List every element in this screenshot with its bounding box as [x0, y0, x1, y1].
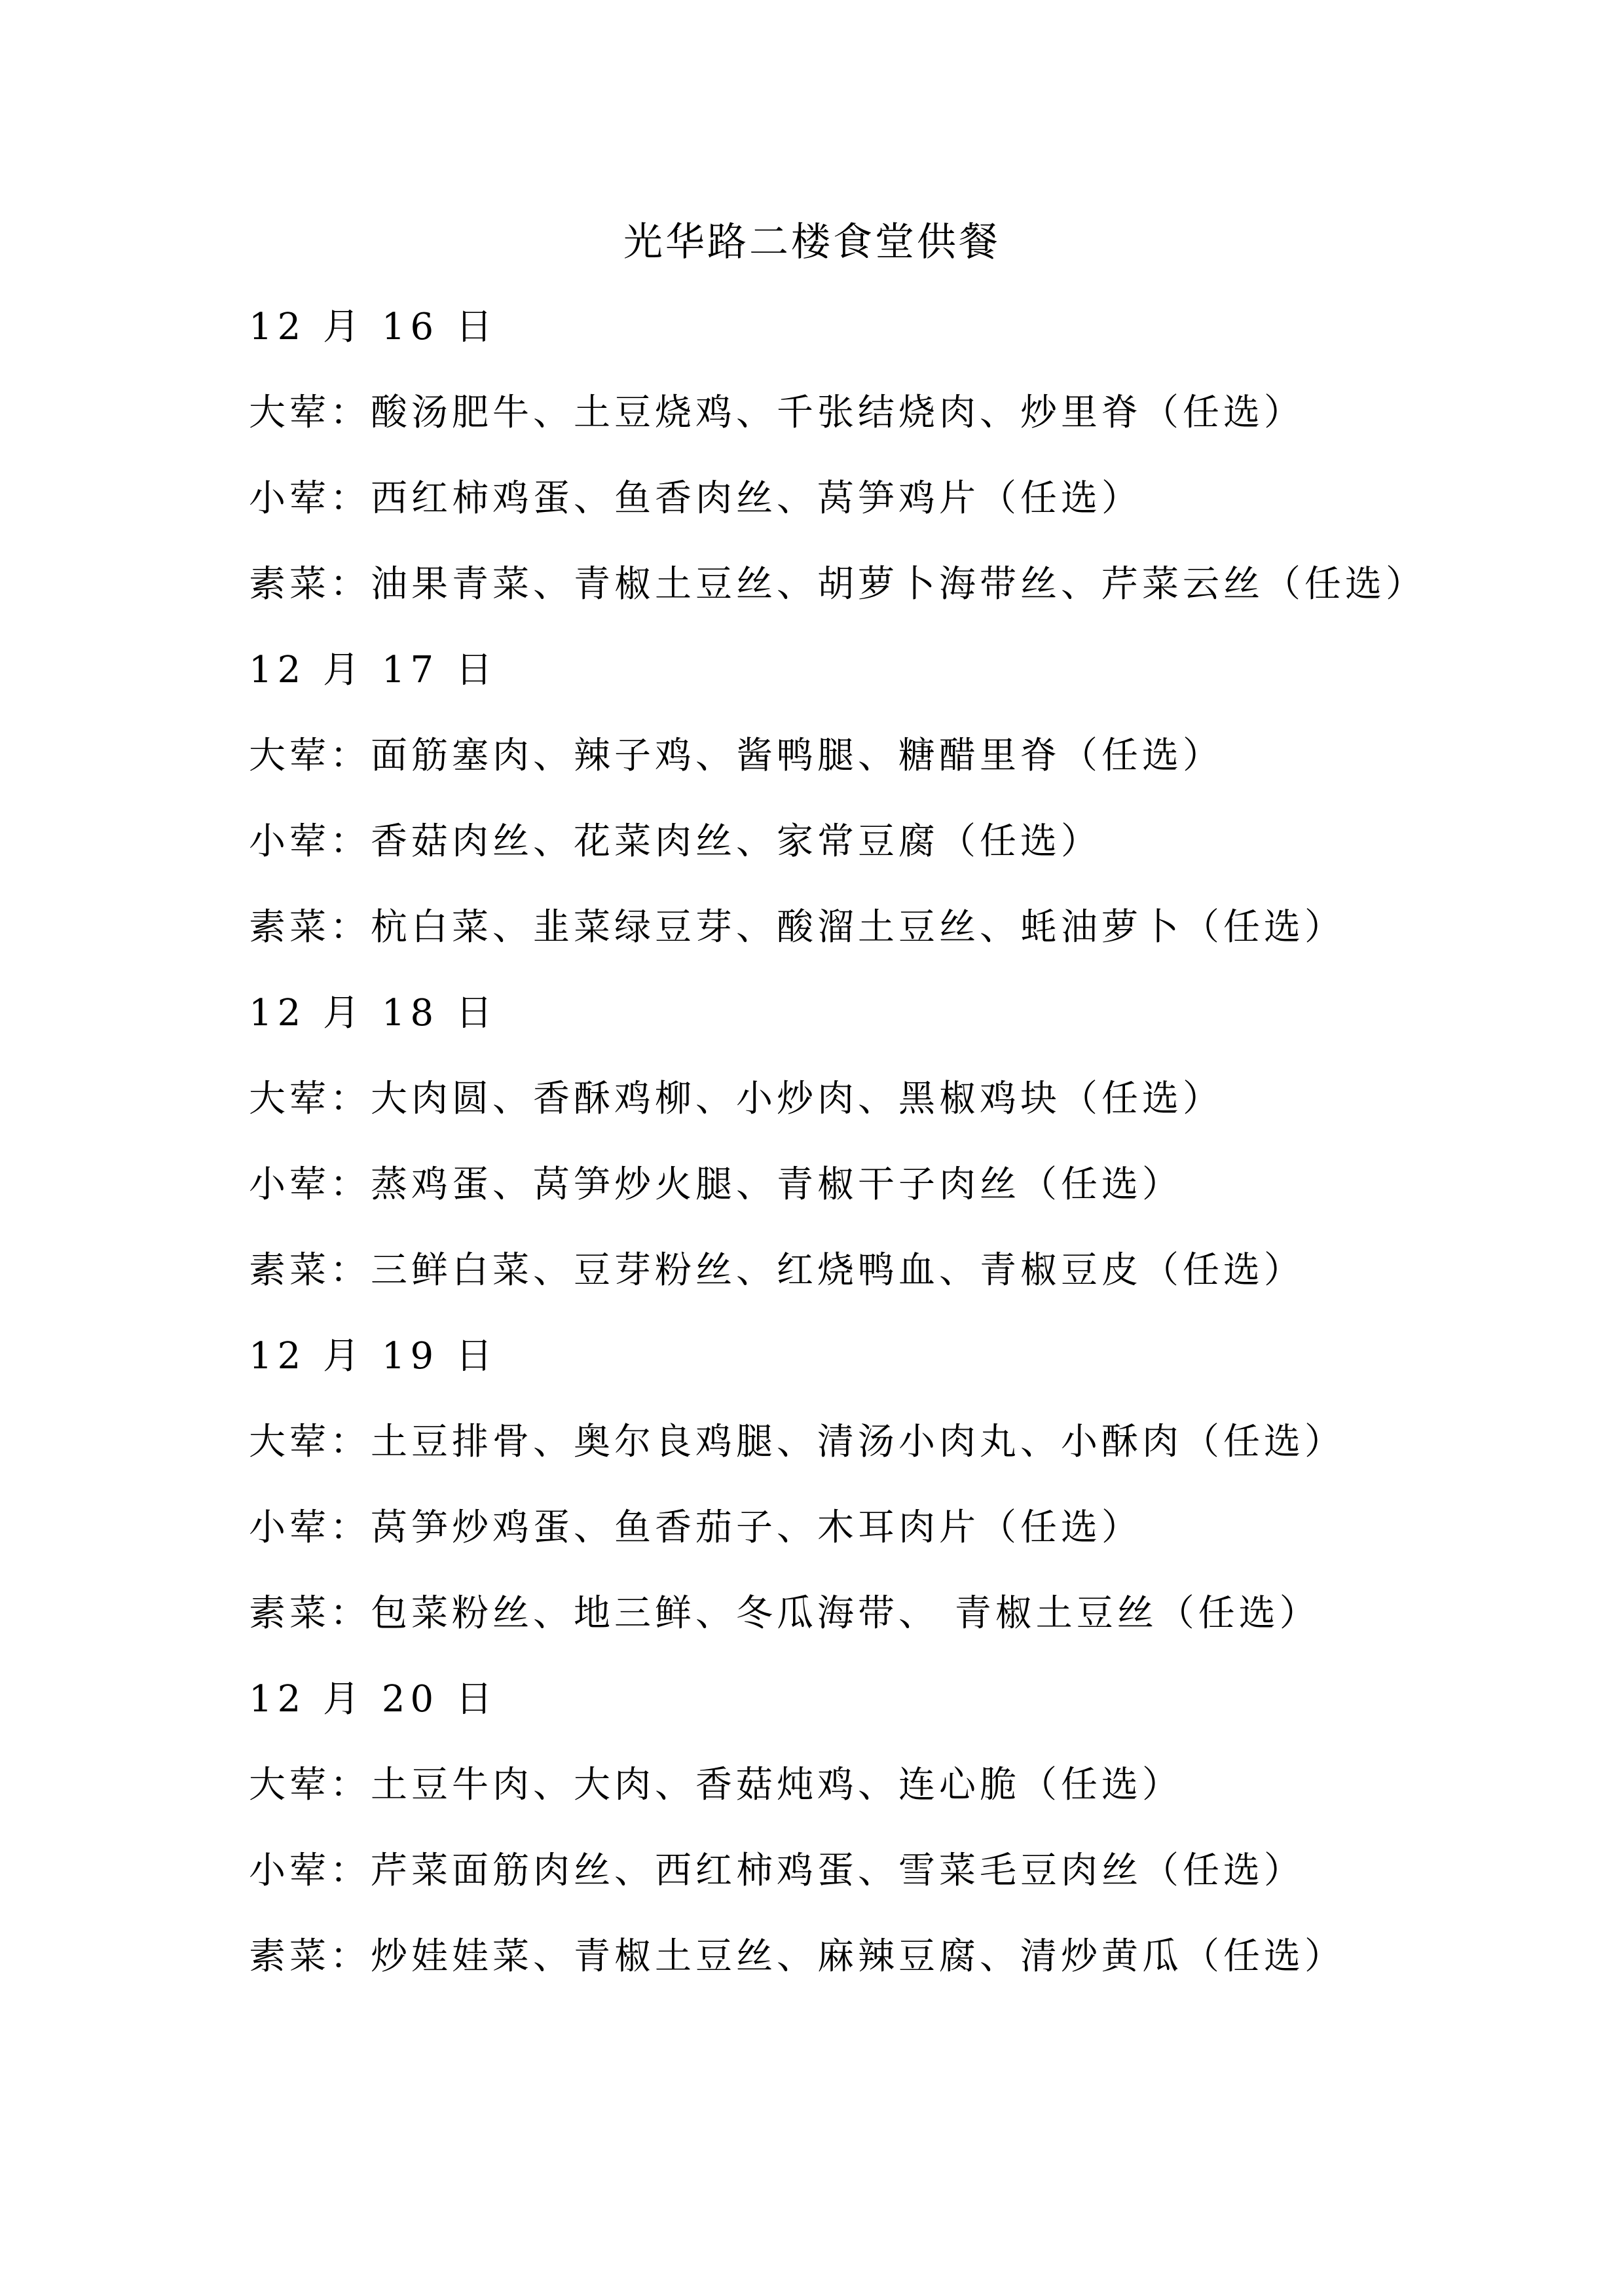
small-meat-line: 小荤：芹菜面筋肉丝、西红柿鸡蛋、雪菜毛豆肉丝（任选） — [249, 1850, 1304, 1892]
big-meat-line: 大荤：土豆排骨、奥尔良鸡腿、清汤小肉丸、小酥肉（任选） — [249, 1421, 1345, 1463]
day-date: 12 月 20 日 — [249, 1678, 498, 1721]
big-meat-line: 大荤：大肉圆、香酥鸡柳、小炒肉、黑椒鸡块（任选） — [249, 1078, 1223, 1120]
day-date: 12 月 18 日 — [249, 992, 498, 1034]
vegetable-line: 素菜：包菜粉丝、地三鲜、冬瓜海带、 青椒土豆丝（任选） — [249, 1592, 1320, 1635]
small-meat-line: 小荤：莴笋炒鸡蛋、鱼香茄子、木耳肉片（任选） — [249, 1506, 1142, 1549]
small-meat-line: 小荤：香菇肉丝、花菜肉丝、家常豆腐（任选） — [249, 820, 1101, 863]
small-meat-line: 小荤：蒸鸡蛋、莴笋炒火腿、青椒干子肉丝（任选） — [249, 1163, 1183, 1206]
big-meat-line: 大荤：面筋塞肉、辣子鸡、酱鸭腿、糖醋里脊（任选） — [249, 735, 1223, 777]
vegetable-line: 素菜：三鲜白菜、豆芽粉丝、红烧鸭血、青椒豆皮（任选） — [249, 1249, 1304, 1292]
day-date: 12 月 17 日 — [249, 649, 498, 691]
menu-content — [249, 295, 1441, 2010]
vegetable-line: 素菜：炒娃娃菜、青椒土豆丝、麻辣豆腐、清炒黄瓜（任选） — [249, 1935, 1345, 1978]
big-meat-line: 大荤：酸汤肥牛、土豆烧鸡、千张结烧肉、炒里脊（任选） — [249, 392, 1304, 434]
vegetable-line: 素菜：油果青菜、青椒土豆丝、胡萝卜海带丝、芹菜云丝（任选） — [249, 563, 1426, 606]
small-meat-line: 小荤：西红柿鸡蛋、鱼香肉丝、莴笋鸡片（任选） — [249, 477, 1142, 520]
vegetable-line: 素菜：杭白菜、韭菜绿豆芽、酸溜土豆丝、蚝油萝卜（任选） — [249, 906, 1345, 949]
big-meat-line: 大荤：土豆牛肉、大肉、香菇炖鸡、连心脆（任选） — [249, 1764, 1183, 1806]
day-date: 12 月 16 日 — [249, 306, 498, 348]
day-date: 12 月 19 日 — [249, 1335, 498, 1377]
page-title: 光华路二楼食堂供餐 — [623, 219, 1001, 265]
